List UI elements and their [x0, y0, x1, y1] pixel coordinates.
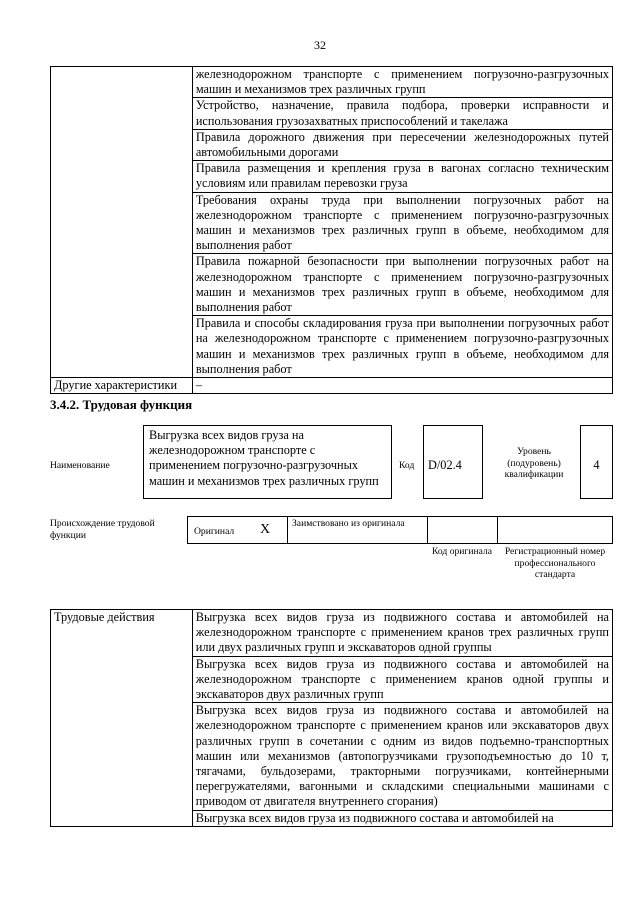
other-characteristics-value: –	[192, 378, 612, 394]
table-cell: Требования охраны труда при выполнении погрузочных работ на железнодорожном транспорте с применением погрузочно-разгрузочных машин и механизмов трех различных групп в объеме, необходимом для выполнения работ	[192, 192, 612, 254]
page-number: 32	[314, 38, 326, 52]
actions-label: Трудовые действия	[51, 610, 193, 827]
origin-divider	[497, 516, 498, 544]
origin-divider	[287, 516, 288, 544]
table-cell: Правила пожарной безопасности при выполнении погрузочных работ на железнодорожном транспорте с применением погрузочно-разгрузочных машин и механизмов трех различных групп в объеме, необходимом для выполнения работ	[192, 254, 612, 316]
other-characteristics-label: Другие характеристики	[51, 378, 193, 394]
table-cell: Правила дорожного движения при пересечении железнодорожных путей автомобильными дорогами	[192, 129, 612, 160]
level-box: 4	[580, 425, 613, 499]
level-label: Уровень (подуровень) квалификации	[504, 446, 564, 480]
code-box: D/02.4	[423, 425, 483, 499]
name-label: Наименование	[50, 460, 110, 471]
table-row	[51, 378, 613, 394]
original-label: Оригинал	[194, 526, 235, 537]
table-row	[51, 67, 613, 98]
code-label: Код	[399, 460, 415, 471]
code-original-caption: Код оригинала	[431, 546, 493, 557]
table-cell: железнодорожном транспорте с применением погрузочно-разгрузочных машин и механизмов трех различных групп	[192, 67, 612, 98]
origin-label: Происхождение трудовой функции	[50, 518, 155, 541]
original-mark: X	[260, 522, 271, 537]
borrowed-label: Заимствовано из оригинала	[292, 518, 405, 529]
actions-table	[50, 609, 613, 827]
label-cell-empty	[51, 67, 193, 378]
registration-caption: Регистрационный номер профессионального стандарта	[504, 546, 606, 580]
function-name-box: Выгрузка всех видов груза на железнодорожном транспорте с применением погрузочно-разгрузочных машин и механизмов трех различных групп	[143, 425, 392, 499]
table-cell: Выгрузка всех видов груза из подвижного состава и автомобилей на железнодорожном транспорте с применением кранов или экскаваторов двух различных групп в сочетании с одним из видов подъемно-транспортных машин или механизмов (автопогрузчиками грузоподъемностью до 10 т, тягачами, бульдозерами, тракторными погрузчиками, контейнерными перегружателями, вагонными и складскими специальными машинами с приводом от двигателя внутреннего сгорания)	[192, 703, 612, 810]
table-row	[51, 610, 613, 657]
table-cell: Устройство, назначение, правила подбора, проверки исправности и использования грузозахватных приспособлений и такелажа	[192, 98, 612, 129]
section-heading: 3.4.2. Трудовая функция	[50, 397, 193, 412]
table-cell: Выгрузка всех видов груза из подвижного состава и автомобилей на	[192, 810, 612, 826]
origin-divider	[427, 516, 428, 544]
table-cell: Выгрузка всех видов груза из подвижного состава и автомобилей на железнодорожном транспорте с применением кранов трех различных групп или двух различных групп и экскаваторов одной группы	[192, 610, 612, 657]
table-cell: Выгрузка всех видов груза из подвижного состава и автомобилей на железнодорожном транспорте с применением кранов одной группы и экскаваторов двух различных групп	[192, 656, 612, 703]
table-cell: Правила и способы складирования груза при выполнении погрузочных работ на железнодорожном транспорте с применением погрузочно-разгрузочных машин и механизмов трех различных групп в объеме, необходимом для выполнения работ	[192, 316, 612, 378]
table-cell: Правила размещения и крепления груза в вагонах согласно техническим условиям или правилам перевозки груза	[192, 161, 612, 192]
knowledge-table	[50, 66, 613, 394]
